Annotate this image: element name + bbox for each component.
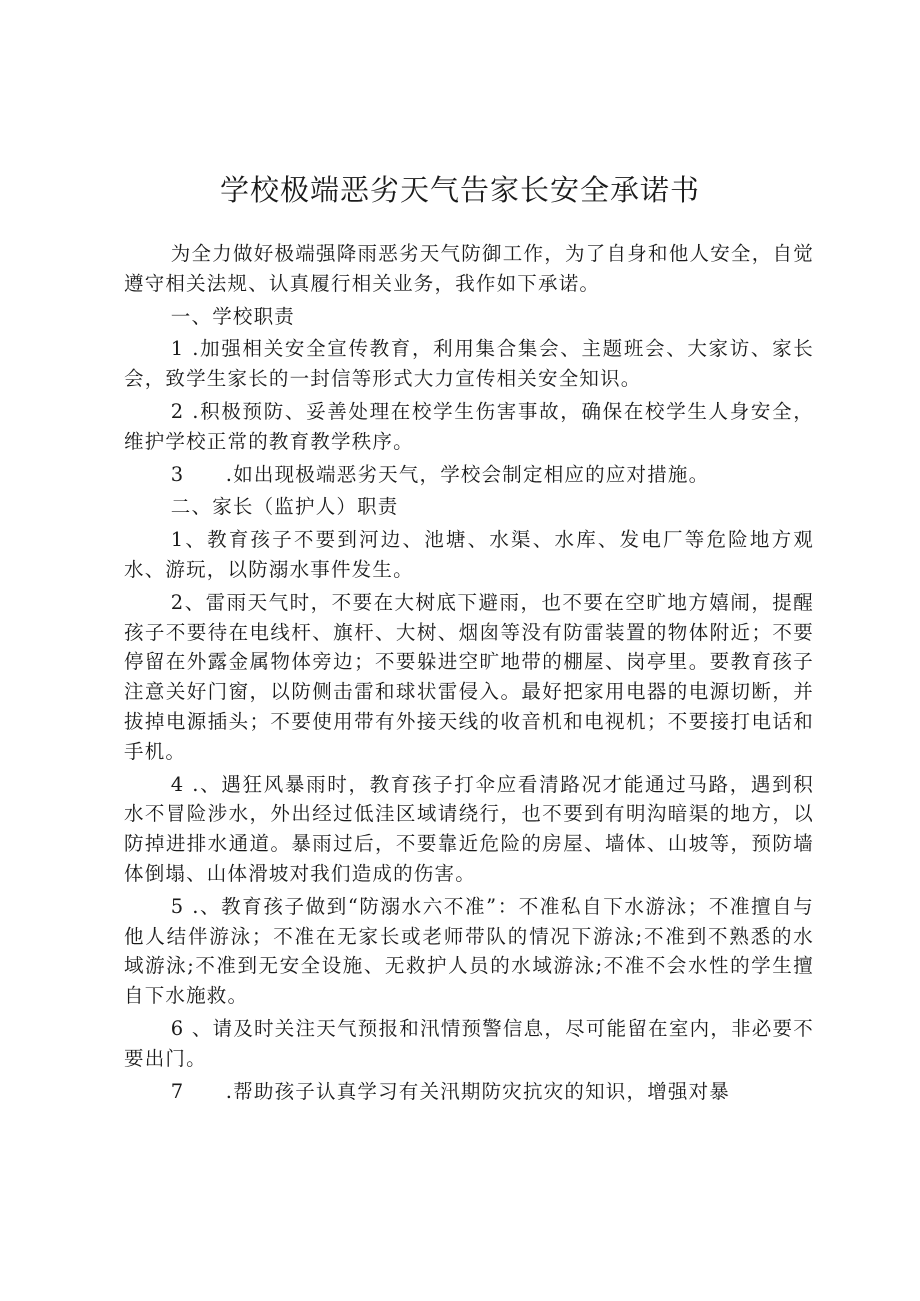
- section-heading-school: 一、学校职责: [170, 304, 295, 328]
- section-heading-parent: 二、家长（监护人）职责: [170, 495, 399, 519]
- parent-duty-item: 5 .、教育孩子做到“防溺水六不准”：不准私自下水游泳；不准擅自与他人结伴游泳；不准在无家长或老师带队的情况下游泳;不准到不熟悉的水域游泳;不准到无安全设施、无救护人员的水域游泳;不准不会水性的学生擅自下水施救。: [124, 894, 814, 1008]
- parent-duty-item: 4 .、遇狂风暴雨时，教育孩子打伞应看清路况才能通过马路，遇到积水不冒险涉水，外出经过低洼区域请绕行，也不要到有明沟暗渠的地方，以防掉进排水通道。暴雨过后，不要靠近危险的房屋、墙体、山坡等，预防墙体倒塌、山体滑坡对我们造成的伤害。: [124, 772, 814, 885]
- school-duty-item: 1 .加强相关安全宣传教育，利用集合集会、主题班会、大家访、家长会，致学生家长的一封信等形式大力宣传相关安全知识。: [124, 337, 814, 391]
- parent-duty-item: 7 .帮助孩子认真学习有关汛期防灾抗灾的知识，增强对暴: [170, 1079, 731, 1103]
- parent-duty-item: 6 、请及时关注天气预报和汛情预警信息，尽可能留在室内，非必要不要出门。: [124, 1016, 814, 1070]
- parent-duty-item: 2、雷雨天气时，不要在大树底下避雨，也不要在空旷地方嬉闹，提醒孩子不要待在电线杆、旗杆、大树、烟囱等没有防雷装置的物体附近；不要停留在外露金属物体旁边；不要躲进空旷地带的棚屋、岗亭里。要教育孩子注意关好门窗，以防侧击雷和球状雷侵入。最好把家用电器的电源切断，并拔掉电源插头；不要使用带有外接天线的收音机和电视机；不要接打电话和手机。: [124, 590, 814, 763]
- school-duty-item: 2 .积极预防、妥善处理在校学生伤害事故，确保在校学生人身安全，维护学校正常的教育教学秩序。: [124, 399, 814, 453]
- document-body: [124, 239, 814, 1109]
- school-duty-item: 3 .如出现极端恶劣天气，学校会制定相应的应对措施。: [170, 462, 710, 486]
- intro-paragraph: 为全力做好极端强降雨恶劣天气防御工作，为了自身和他人安全，自觉遵守相关法规、认真履行相关业务，我作如下承诺。: [124, 242, 814, 295]
- document-title: 学校极端恶劣天气告家长安全承诺书: [219, 173, 700, 207]
- parent-duty-item: 1、教育孩子不要到河边、池塘、水渠、水库、发电厂等危险地方观水、游玩，以防溺水事件发生。: [124, 528, 814, 581]
